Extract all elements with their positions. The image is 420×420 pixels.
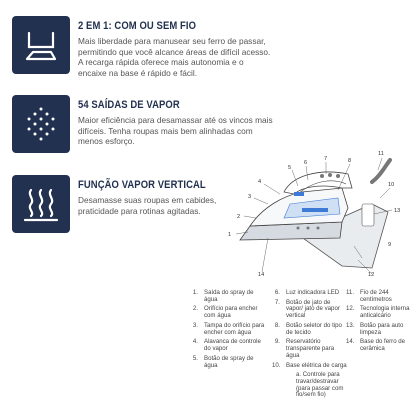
legend-number: 12. bbox=[346, 305, 355, 313]
legend-text: Base elétrica de carga bbox=[286, 361, 347, 369]
steam-hole-dot bbox=[52, 118, 55, 121]
legend-number: 5. bbox=[192, 354, 198, 362]
legend-item bbox=[190, 339, 270, 352]
legend-item bbox=[190, 323, 270, 336]
legend-text: Saída do spray de água bbox=[204, 289, 254, 303]
steam-hole-dot bbox=[40, 108, 43, 111]
steam-hole-dot bbox=[46, 123, 49, 126]
steam-hole-dot bbox=[40, 138, 43, 141]
legend-number: 9. bbox=[274, 338, 280, 346]
legend-number: 11. bbox=[346, 289, 355, 296]
callout-2: 2 bbox=[237, 214, 241, 220]
legend-column-1 bbox=[190, 290, 270, 372]
steam-hole-dot bbox=[28, 118, 31, 121]
legend-number: 10. bbox=[272, 361, 281, 369]
feature-title: FUNÇÃO VAPOR VERTICAL bbox=[78, 179, 206, 191]
legend-item bbox=[190, 306, 270, 319]
cordless-iron-base-icon bbox=[12, 16, 70, 74]
callout-13: 13 bbox=[394, 208, 401, 214]
steam-holes-icon bbox=[12, 95, 70, 153]
callout-11: 11 bbox=[378, 151, 384, 157]
callout-10: 10 bbox=[388, 182, 395, 188]
legend-text: Alavanca de controle do vapor bbox=[204, 338, 261, 353]
callout-1: 1 bbox=[228, 232, 232, 238]
legend-text: Botão para auto limpeza bbox=[360, 321, 404, 336]
steam-hole-dot bbox=[40, 118, 43, 121]
callout-8: 8 bbox=[348, 158, 352, 164]
legend-column-3 bbox=[346, 290, 420, 356]
callout-4: 4 bbox=[258, 179, 262, 185]
steam-hole-dot bbox=[34, 123, 37, 126]
legend-text: Fio de 244 centímetros bbox=[360, 289, 392, 303]
callout-7: 7 bbox=[324, 156, 328, 162]
legend-item bbox=[272, 363, 358, 370]
steam-hole-dot bbox=[34, 133, 37, 136]
steam-hole-dot bbox=[46, 113, 49, 116]
feature-description: Desamasse suas roupas em cabides, praticidade para rotinas agitadas. bbox=[78, 195, 217, 216]
steam-hole-dot bbox=[40, 128, 43, 131]
legend-item bbox=[346, 339, 420, 352]
steam-hole-dot bbox=[28, 128, 31, 131]
steam-hole-dot bbox=[52, 128, 55, 131]
feature-description: Mais liberdade para manusear seu ferro de passar, permitindo que você alcance áreas de difícil acesso. A recarga rápida oferece mais autonomia e o encaixe na base é rápido e fácil. bbox=[78, 36, 271, 78]
legend-number: 4. bbox=[192, 338, 198, 346]
legend-item bbox=[346, 290, 420, 303]
legend-item bbox=[272, 372, 358, 398]
legend-number: 1. bbox=[192, 289, 198, 296]
legend-text: Orifício para encher com água bbox=[204, 305, 258, 320]
legend-number: 13. bbox=[346, 321, 355, 329]
steam-hole-dot bbox=[46, 133, 49, 136]
cord-illustration bbox=[372, 160, 390, 182]
legend-text: Botão seletor do tipo de tecido bbox=[286, 321, 342, 336]
callout-9: 9 bbox=[388, 242, 392, 248]
legend-item bbox=[346, 323, 420, 336]
legend-text: Reservatório transparente para água bbox=[286, 338, 335, 359]
legend-text: Tecnologia interna anticalcário bbox=[360, 305, 410, 320]
callout-3: 3 bbox=[248, 194, 252, 200]
legend-number: 6. bbox=[274, 289, 280, 296]
legend-number: 7. bbox=[274, 298, 280, 306]
callout-6: 6 bbox=[304, 160, 308, 166]
legend-number: 3. bbox=[192, 321, 198, 329]
legend-number: 2. bbox=[192, 305, 198, 313]
legend-text: Tampa do orifício para encher com água bbox=[204, 321, 265, 336]
iron-diagram bbox=[222, 148, 412, 278]
legend-number: 14. bbox=[346, 338, 355, 346]
steam-hole-dot bbox=[34, 113, 37, 116]
callout-12: 12 bbox=[368, 272, 375, 278]
legend-text: a. Controle para travar/destravar (para passar com fio/sem fio) bbox=[296, 371, 344, 399]
feature-description: Maior eficiência para desamassar até os vincos mais difíceis. Tenha roupas mais bem alinhadas com menos esforço. bbox=[78, 115, 273, 147]
legend-item bbox=[346, 306, 420, 319]
legend-text: Luz indicadora LED bbox=[286, 289, 340, 296]
legend-item bbox=[190, 290, 270, 303]
vertical-steam-icon bbox=[12, 175, 70, 233]
feature-title: 2 EM 1: COM OU SEM FIO bbox=[78, 20, 197, 32]
legend-number: 8. bbox=[274, 321, 280, 329]
callout-5: 5 bbox=[288, 165, 292, 171]
legend-text: Base do ferro de cerâmica bbox=[360, 338, 406, 353]
legend-number bbox=[282, 372, 296, 398]
feature-title: 54 SAÍDAS DE VAPOR bbox=[78, 99, 180, 111]
legend-item bbox=[190, 356, 270, 369]
callout-14: 14 bbox=[258, 272, 265, 278]
legend-text: Botão de spray de água bbox=[204, 354, 254, 369]
legend-text: Botão de jato de vapor/ jato de vapor vertical bbox=[286, 298, 340, 320]
